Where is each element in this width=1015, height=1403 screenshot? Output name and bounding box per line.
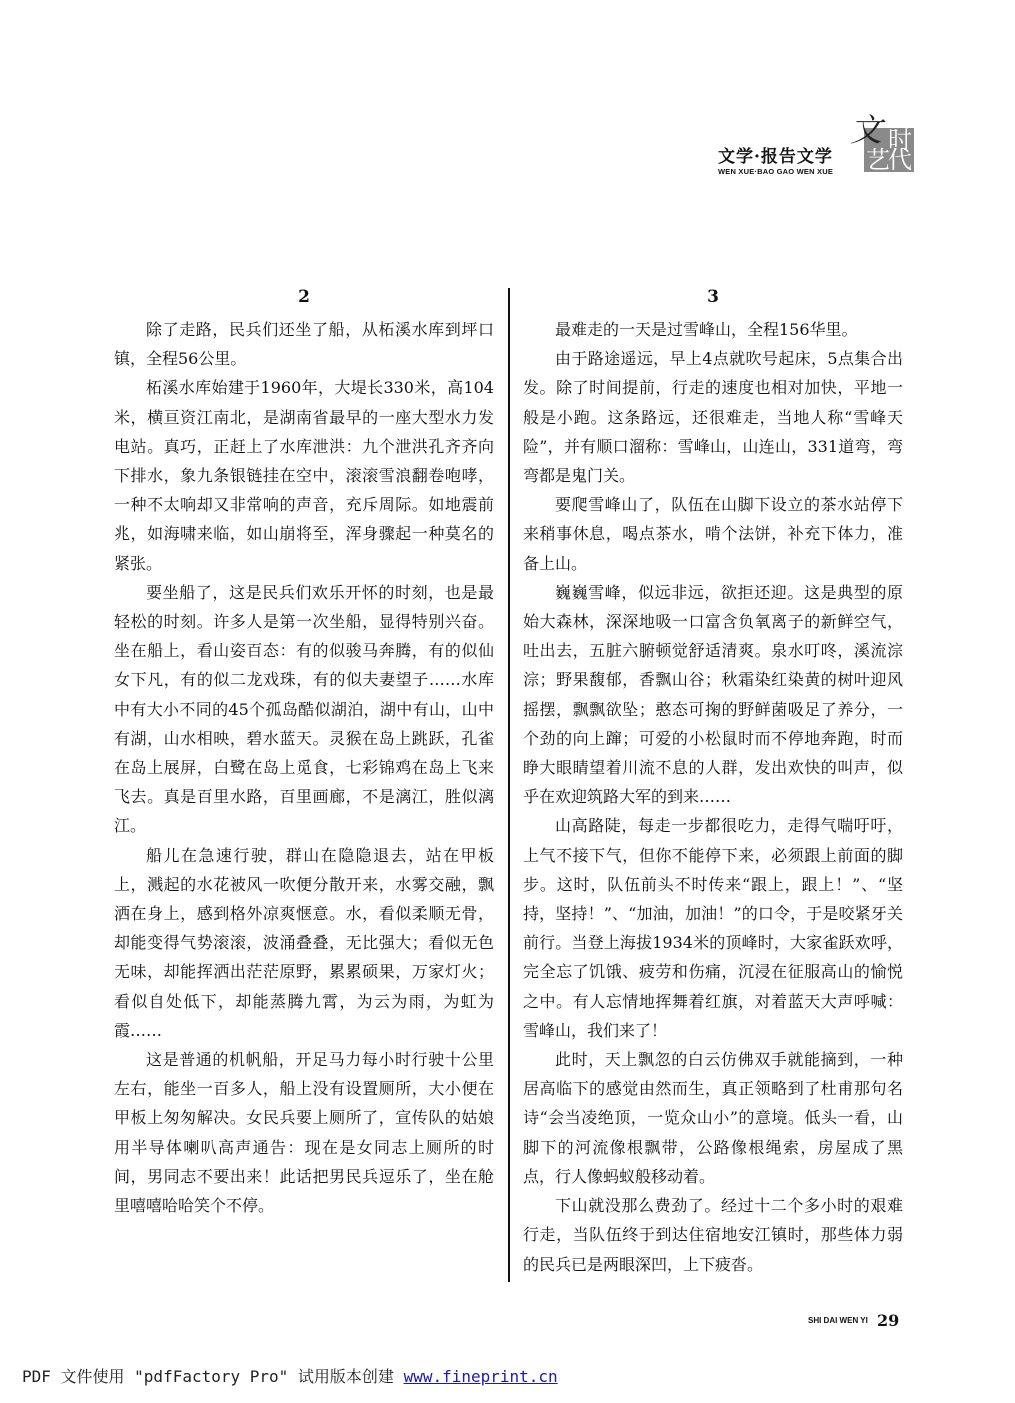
magazine-name: SHI DAI WEN YI — [808, 1316, 868, 1325]
right-column — [523, 283, 903, 1279]
section-title: 文学·报告文学 — [718, 147, 833, 167]
column-divider — [508, 288, 510, 1282]
pdf-watermark — [22, 1364, 558, 1387]
section-number: 3 — [707, 287, 719, 307]
paragraph: 此时，天上飘忽的白云仿佛双手就能摘到，一种居高临下的感觉由然而生，真正领略到了杜甫那句名诗“会当凌绝顶，一览众山小”的意境。低头一看，山脚下的河流像根飘带，公路像根绳索，房屋成了黑点，行人像蚂蚁般移动着。 — [523, 1050, 903, 1186]
logo-char: 艺 — [866, 146, 890, 174]
page-footer — [808, 1310, 899, 1330]
paragraph: 下山就没那么费劲了。经过十二个多小时的艰难行走，当队伍终于到达住宿地安江镇时，那些体力弱的民兵已是两眼深凹，上下疲沓。 — [523, 1196, 903, 1274]
logo-char: 代 — [888, 146, 912, 174]
section-subtitle: WEN XUE·BAO GAO WEN XUE — [718, 167, 834, 176]
left-column — [114, 283, 494, 1220]
paragraph: 由于路途遥远，早上4点就吹号起床，5点集合出发。除了时间提前，行走的速度也相对加快，平地一般是小跑。这条路远，还很难走，当地人称“雪峰天险”，并有顺口溜称：雪峰山，山连山，331道弯，弯弯都是鬼门关。 — [523, 349, 903, 486]
page-number: 29 — [876, 1311, 900, 1330]
paragraph: 山高路陡，每走一步都很吃力，走得气喘吁吁，上气不接下气，但你不能停下来，必须跟上前面的脚步。这时，队伍前头不时传来“跟上，跟上！”、“坚持，坚持！”、“加油，加油！”的口令，于是咬紧牙关前行。当登上海拔1934米的顶峰时，大家雀跃欢呼，完全忘了饥饿、疲劳和伤痛，沉浸在征服高山的愉悦之中。有人忘情地挥舞着红旗，对着蓝天大声呼喊：雪峰山，我们来了！ — [523, 816, 903, 1040]
paragraph: 这是普通的机帆船，开足马力每小时行驶十公里左右，能坐一百多人，船上没有设置厕所，大小便在甲板上匆匆解决。女民兵要上厕所了，宣传队的姑娘用半导体喇叭高声通告：现在是女同志上厕所的时间，男同志不要出来！此话把男民兵逗乐了，坐在舱里嘻嘻哈哈笑个不停。 — [114, 1050, 494, 1216]
paragraph: 除了走路，民兵们还坐了船，从柘溪水库到坪口镇，全程56公里。 — [114, 320, 494, 369]
watermark-text: PDF 文件使用 "pdfFactory Pro" 试用版本创建 — [22, 1367, 404, 1386]
logo-char: 文 — [850, 111, 883, 149]
paragraph: 船儿在急速行驶，群山在隐隐退去，站在甲板上，溅起的水花被风一吹便分散开来，水雾交融，飘洒在身上，感到格外凉爽惬意。水，看似柔顺无骨，却能变得气势滚滚，波涌叠叠，无比强大；看似无色无味，却能挥洒出茫茫原野，累累硕果，万家灯火；看似自处低下，却能蒸腾九霄，为云为雨，为虹为霞…… — [114, 845, 494, 1040]
section-number: 2 — [298, 287, 310, 307]
paragraph: 要坐船了，这是民兵们欢乐开怀的时刻，也是最轻松的时刻。许多人是第一次坐船，显得特别兴奋。坐在船上，看山姿百态：有的似骏马奔腾，有的似仙女下凡，有的似二龙戏珠，有的似夫妻望子……水库中有大小不同的45个孤岛酷似湖泊，湖中有山，山中有湖，山水相映，碧水蓝天。灵猴在岛上跳跃，孔雀在岛上展屏，白鹭在岛上觅食，七彩锦鸡在岛上飞来飞去。真是百里水路，百里画廊，不是漓江，胜似漓江。 — [114, 582, 494, 836]
logo-char: 时 — [888, 126, 912, 154]
paragraph: 最难走的一天是过雪峰山，全程156华里。 — [555, 320, 858, 339]
paragraph: 要爬雪峰山了，队伍在山脚下设立的茶水站停下来稍事休息，喝点茶水，啃个法饼，补充下体力，准备上山。 — [523, 495, 903, 573]
paragraph: 巍巍雪峰，似远非远，欲拒还迎。这是典型的原始大森林，深深地吸一口富含负氧离子的新鲜空气，吐出去，五脏六腑顿觉舒适清爽。泉水叮咚，溪流淙淙；野果馥郁，香飘山谷；秋霜染红染黄的树叶迎风摇摆，飘飘欲坠；憨态可掬的野鲜菌吸足了养分，一个劲的向上蹿；可爱的小松鼠时而不停地奔跑，时而睁大眼睛望着川流不息的人群，发出欢快的叫声，似乎在欢迎筑路大军的到来…… — [523, 582, 903, 807]
paragraph: 柘溪水库始建于1960年，大堤长330米，高104米，横亘资江南北，是湖南省最早的一座大型水力发电站。真巧，正赶上了水库泄洪：九个泄洪孔齐齐向下排水，象九条银链挂在空中，滚滚雪浪翻卷咆哮，一种不太响却又非常响的声音，充斥周际。如地震前兆，如海啸来临，如山崩将至，浑身骤起一种莫名的紧张。 — [114, 378, 494, 573]
watermark-link[interactable]: www.fineprint.cn — [403, 1367, 558, 1386]
page-header — [700, 112, 920, 182]
magazine-logo — [850, 112, 916, 176]
